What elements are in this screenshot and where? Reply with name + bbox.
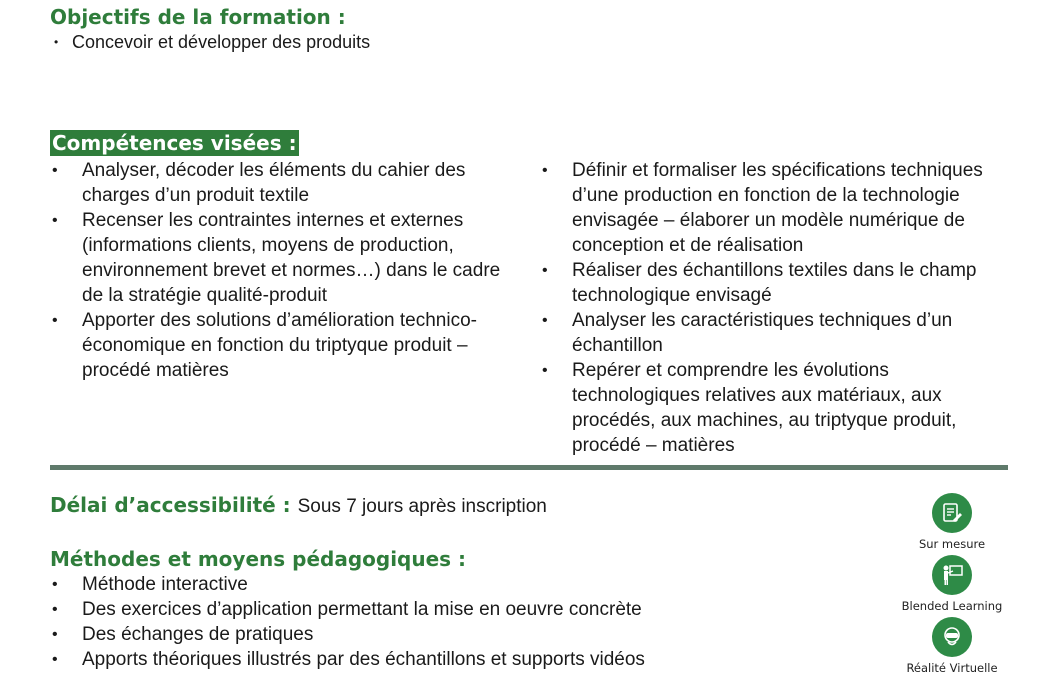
section-divider: [50, 465, 1008, 470]
blended-learning-icon: [932, 555, 972, 595]
list-item: • Concevoir et développer des produits: [50, 30, 750, 54]
list-item: • Recenser les contraintes internes et externes (informations clients, moyens de production, environnement brevet et normes…) dans le cadre de la stratégie qualité-produit: [50, 208, 525, 308]
list-item: • Des exercices d’application permettant la mise en oeuvre concrète: [50, 597, 880, 622]
list-item: • Repérer et comprendre les évolutions technologiques relatives aux matériaux, aux procédés, aux machines, au triptyque produit, procédé – matières: [540, 358, 1010, 458]
competences-left-list: [50, 158, 525, 383]
competences-right-list: [540, 158, 1010, 458]
list-item: • Analyser, décoder les éléments du cahier des charges d’un produit textile: [50, 158, 525, 208]
list-item: • Apporter des solutions d’amélioration technico-économique en fonction du triptyque produit – procédé matières: [50, 308, 525, 383]
list-item: • Apports théoriques illustrés par des échantillons et supports vidéos: [50, 647, 880, 672]
delai-title: Délai d’accessibilité :: [50, 493, 291, 517]
list-item: • Analyser les caractéristiques techniques d’un échantillon: [540, 308, 1010, 358]
methodes-title: Méthodes et moyens pédagogiques :: [50, 547, 467, 571]
badge-label: Blended Learning: [901, 599, 1003, 613]
list-item: • Des échanges de pratiques: [50, 622, 880, 647]
badge-label: Réalité Virtuelle: [906, 661, 998, 675]
badge-realite-virtuelle: [897, 617, 1007, 675]
badge-blended-learning: [897, 555, 1007, 613]
badge-sur-mesure: [897, 493, 1007, 551]
vr-headset-icon: [932, 617, 972, 657]
objectives-list: [50, 30, 750, 54]
list-item: • Méthode interactive: [50, 572, 880, 597]
list-item: • Définir et formaliser les spécifications techniques d’une production en fonction de la technologie envisagée – élaborer un modèle numérique de conception et de réalisation: [540, 158, 1010, 258]
custom-form-icon: [932, 493, 972, 533]
list-item: • Réaliser des échantillons textiles dans le champ technologique envisagé: [540, 258, 1010, 308]
methodes-list: [50, 572, 880, 672]
objectives-title: Objectifs de la formation :: [50, 5, 346, 29]
delai-row: [50, 492, 547, 520]
delai-value: Sous 7 jours après inscription: [297, 496, 547, 517]
competences-title: Compétences visées :: [52, 131, 297, 155]
badge-label: Sur mesure: [918, 537, 986, 551]
